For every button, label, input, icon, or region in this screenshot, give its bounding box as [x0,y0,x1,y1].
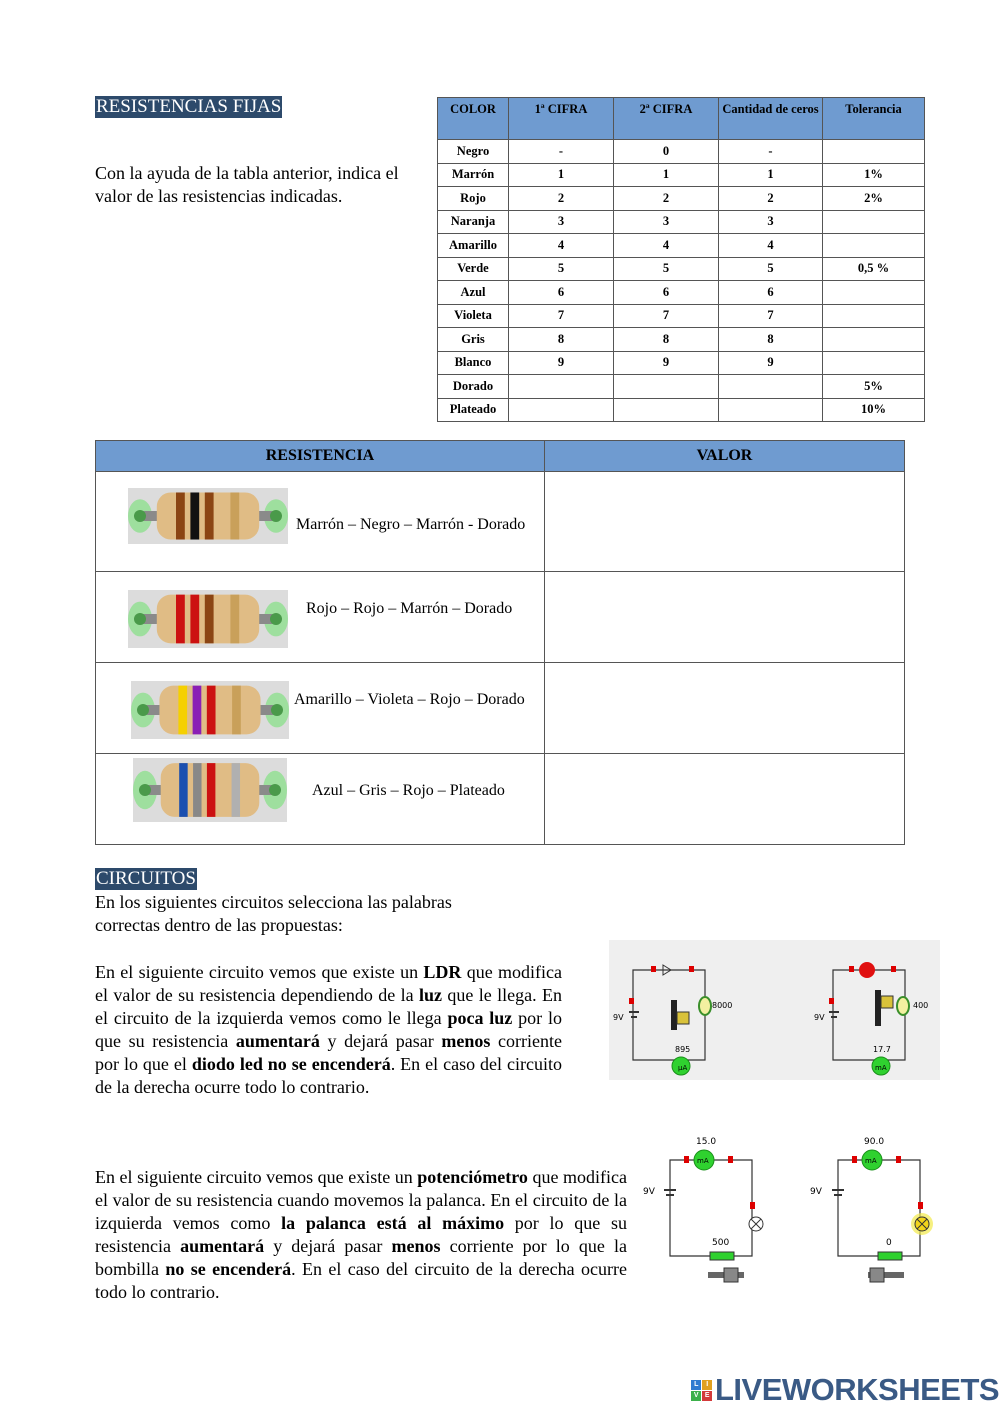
resistor-color-band [230,492,239,539]
ldr-text-7: . En el caso del circuito de la derecha ocurre todo lo contrario. [95,1054,562,1097]
resistor-color-band [230,595,239,644]
pot-text-2: que modifica el valor de su resistencia cuando movemos la palanca. En el circuito de la izquierda vemos como [95,1167,627,1233]
resistor-image [128,590,288,648]
ldr-text-4: por lo que su resistencia [95,1008,562,1051]
color-code-header-row [438,98,925,140]
color-code-row [438,210,925,234]
pot-left-unit: mA [697,1157,709,1165]
resistor-image [131,681,289,739]
code-value-cell: 9 [509,351,614,375]
resistor-bands-label: Marrón – Negro – Marrón - Dorado [296,516,526,533]
color-name-cell: Azul [438,281,509,305]
header-resistencia: RESISTENCIA [96,441,545,472]
resistor-value-input[interactable] [545,754,905,845]
color-name-cell: Marrón [438,163,509,187]
code-value-cell: 9 [719,351,823,375]
color-code-row [438,187,925,211]
code-value-cell: 4 [614,234,719,258]
ldr-word-aumentara[interactable]: aumentará [235,1031,320,1051]
pot-word-menos[interactable]: menos [391,1236,441,1256]
code-value-cell: 8 [509,328,614,352]
resistor-color-band [205,595,214,644]
code-value-cell [614,398,719,422]
code-value-cell: 3 [614,210,719,234]
code-value-cell: 7 [614,304,719,328]
pot-paragraph [95,1166,627,1304]
code-value-cell: 0 [614,140,719,164]
color-code-row [438,328,925,352]
ldr-left-unit: μA [678,1064,688,1072]
resistor-color-band [190,492,199,539]
logo-mark-i: I [702,1380,712,1390]
code-value-cell [614,375,719,399]
code-value-cell: 1 [719,163,823,187]
pot-text-6: . En el caso del circuito de la derecha ocurre todo lo contrario. [95,1259,627,1302]
color-name-cell: Plateado [438,398,509,422]
code-value-cell: 10% [823,398,925,422]
logo-mark-e: E [702,1391,712,1401]
ldr-left-meter-bottom: 895 [675,1045,691,1054]
resistor-cell [96,754,545,845]
resistor-value-input[interactable] [545,472,905,572]
pot-left-meter: 15.0 [696,1137,717,1147]
pot-text-4: y dejará pasar [264,1236,392,1256]
resistor-value-input[interactable] [545,663,905,754]
color-name-cell: Negro [438,140,509,164]
resistor-cell [96,472,545,572]
ldr-right-battery: 9V [814,1013,825,1022]
header-second-digit: 2ª CIFRA [614,98,719,140]
resistor-color-band [232,763,240,817]
color-name-cell: Gris [438,328,509,352]
resistor-cell [96,663,545,754]
resistor-image [128,488,288,544]
resistor-lead-end-left [134,613,146,625]
code-value-cell: 6 [719,281,823,305]
header-multiplier: Cantidad de ceros [719,98,823,140]
pot-text-3: por lo que su resistencia [95,1213,627,1256]
color-name-cell: Rojo [438,187,509,211]
ldr-right-meter-bottom: 17.7 [873,1045,891,1054]
code-value-cell [509,375,614,399]
code-value-cell: 1% [823,163,925,187]
color-name-cell: Dorado [438,375,509,399]
code-value-cell: 1 [614,163,719,187]
resistor-table [95,440,905,845]
code-value-cell: 5 [509,257,614,281]
resistor-color-band [207,763,215,817]
color-code-row [438,398,925,422]
header-color: COLOR [438,98,509,140]
ldr-right-unit: mA [875,1064,887,1072]
code-value-cell: 8 [719,328,823,352]
resistor-color-band [193,763,201,817]
code-value-cell: - [509,140,614,164]
color-code-row [438,304,925,328]
resistor-lead-end-right [270,613,282,625]
ldr-text-1: En el siguiente circuito vemos que existe un [95,962,424,982]
resistor-row [96,472,905,572]
circuitos-section [95,868,197,890]
ldr-paragraph [95,961,562,1099]
ldr-text-2: que modifica el valor de su resistencia dependiendo de la [95,962,563,1005]
pot-text-1: En el siguiente circuito vemos que existe un [95,1167,418,1187]
resistencias-section [95,96,282,118]
pot-circuit-right [810,1137,933,1282]
resistor-color-band [193,686,202,735]
resistor-cell [96,572,545,663]
resistencias-intro: Con la ayuda de la tabla anterior, indica el valor de las resistencias indicadas. [95,163,399,206]
code-value-cell: 2 [719,187,823,211]
pot-word-potenciometro[interactable]: potenciómetro [417,1167,528,1187]
resistor-bands-label: Rojo – Rojo – Marrón – Dorado [306,600,513,617]
code-value-cell: 6 [509,281,614,305]
code-value-cell [509,398,614,422]
ldr-right-meter-top: 400 [913,1001,929,1010]
resistor-header-row [96,441,905,472]
code-value-cell: 5 [719,257,823,281]
section-title-circuitos: CIRCUITOS [96,868,196,889]
color-code-row [438,281,925,305]
pot-right-value: 0 [886,1238,892,1248]
resistor-color-band [179,763,187,817]
resistor-color-band [190,595,199,644]
code-value-cell: 3 [719,210,823,234]
code-value-cell: 2 [509,187,614,211]
pot-word-aumentara[interactable]: aumentará [180,1236,265,1256]
code-value-cell: 2 [614,187,719,211]
ldr-text-3: que le llega. En el circuito de la izquierda vemos como le llega [95,985,562,1028]
code-value-cell: - [719,140,823,164]
color-code-row [438,140,925,164]
ldr-image-background [609,940,940,1080]
code-value-cell [719,398,823,422]
ldr-left-battery: 9V [613,1013,624,1022]
ldr-left-meter-top: 8000 [712,1001,733,1010]
resistor-color-band [176,492,185,539]
code-value-cell [823,328,925,352]
liveworksheets-logo [691,1374,999,1406]
pot-circuits-image [640,1132,940,1292]
pot-left-battery: 9V [643,1187,655,1197]
resistor-bands-label: Azul – Gris – Rojo – Plateado [312,782,505,799]
code-value-cell [719,375,823,399]
ldr-word-ldr[interactable]: LDR [423,962,462,982]
resistor-lead-end-left [134,510,146,522]
resistor-color-band [176,595,185,644]
resistor-value-input[interactable] [545,572,905,663]
resistor-lead-end-right [269,784,281,796]
code-value-cell: 7 [719,304,823,328]
color-name-cell: Violeta [438,304,509,328]
logo-mark-icon [691,1380,712,1401]
ldr-word-menos[interactable]: menos [441,1031,491,1051]
code-value-cell [823,210,925,234]
color-code-row [438,375,925,399]
resistor-lead-end-left [139,784,151,796]
ldr-word-diodo-led[interactable]: diodo led no se encenderá [191,1054,391,1074]
pot-right-meter: 90.0 [864,1137,885,1147]
header-valor: VALOR [545,441,905,472]
ldr-word-luz[interactable]: luz [418,985,442,1005]
color-code-row [438,234,925,258]
code-value-cell [823,234,925,258]
code-value-cell: 6 [614,281,719,305]
resistor-row [96,572,905,663]
resistor-color-band [178,686,187,735]
ldr-text-5: y dejará pasar [319,1031,442,1051]
circuitos-intro-line-1: En los siguientes circuitos selecciona las palabras [95,892,452,912]
ldr-word-poca-luz[interactable]: poca luz [447,1008,513,1028]
code-value-cell: 4 [509,234,614,258]
code-value-cell [823,304,925,328]
header-first-digit: 1ª CIFRA [509,98,614,140]
pot-right-unit: mA [865,1157,877,1165]
color-name-cell: Naranja [438,210,509,234]
logo-text: LIVEWORKSHEETS [715,1372,1000,1407]
resistor-lead-end-right [270,510,282,522]
header-tolerance: Tolerancia [823,98,925,140]
pot-word-palanca-maximo[interactable]: la palanca está al máximo [281,1213,505,1233]
resistor-row [96,754,905,845]
code-value-cell: 3 [509,210,614,234]
pot-circuit-left [643,1137,763,1282]
resistor-row [96,663,905,754]
resistor-color-band [232,686,241,735]
code-value-cell [823,281,925,305]
pot-word-no-se-encendera[interactable]: no se encenderá [165,1259,292,1279]
color-code-row [438,257,925,281]
code-value-cell [823,351,925,375]
code-value-cell: 2% [823,187,925,211]
resistor-lead-end-left [137,704,149,716]
ldr-circuits-image [609,940,940,1080]
circuitos-intro-line-2: correctas dentro de las propuestas: [95,915,343,935]
color-name-cell: Amarillo [438,234,509,258]
resistor-lead-end-right [271,704,283,716]
code-value-cell: 7 [509,304,614,328]
pot-right-battery: 9V [810,1187,822,1197]
section-title-resistencias: RESISTENCIAS FIJAS [96,96,282,117]
color-code-table [437,97,925,422]
color-name-cell: Verde [438,257,509,281]
color-code-row [438,163,925,187]
code-value-cell [823,140,925,164]
ldr-text-6: corriente por lo que el [95,1031,562,1074]
logo-mark-v: V [691,1391,701,1401]
color-code-row [438,351,925,375]
resistor-bands-label: Amarillo – Violeta – Rojo – Dorado [294,691,525,708]
logo-mark-l: L [691,1380,701,1390]
resistor-image [133,758,287,822]
code-value-cell: 8 [614,328,719,352]
resistor-color-band [207,686,216,735]
resistor-color-band [205,492,214,539]
code-value-cell: 5% [823,375,925,399]
pot-left-value: 500 [712,1238,730,1248]
code-value-cell: 5 [614,257,719,281]
code-value-cell: 4 [719,234,823,258]
code-value-cell: 9 [614,351,719,375]
pot-text-5: corriente por lo que la bombilla [95,1236,627,1279]
code-value-cell: 0,5 % [823,257,925,281]
code-value-cell: 1 [509,163,614,187]
color-name-cell: Blanco [438,351,509,375]
